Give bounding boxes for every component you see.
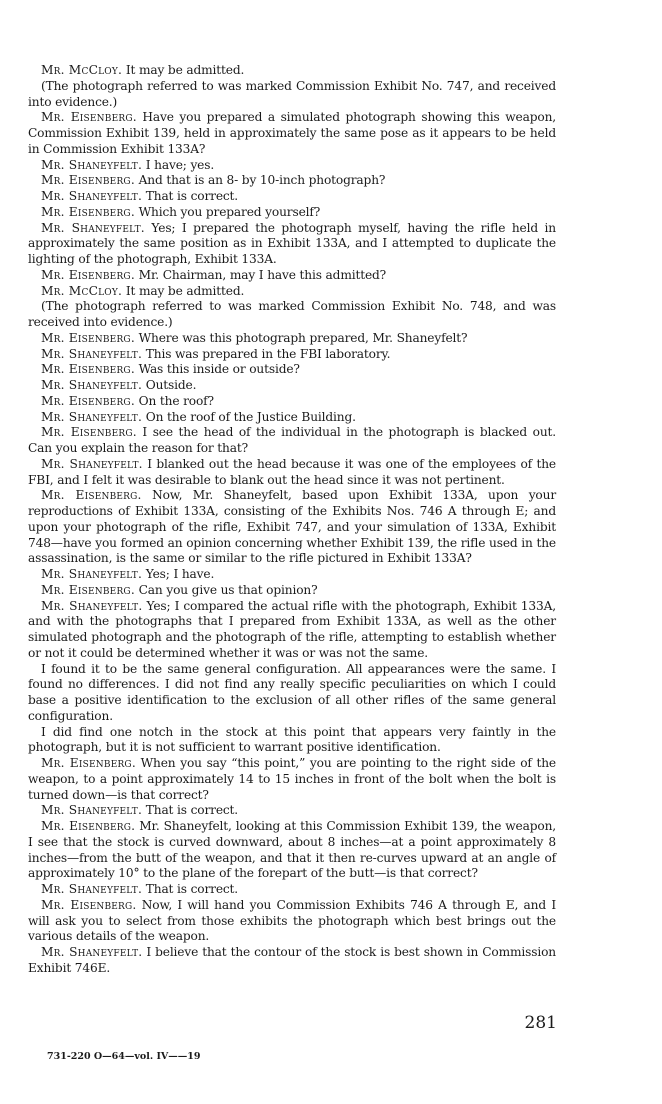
- transcript-paragraph: [28, 662, 556, 725]
- transcript-paragraph: [28, 425, 556, 457]
- transcript-paragraph: [28, 898, 556, 945]
- transcript-paragraph: [28, 394, 556, 410]
- paragraph-text: On the roof of the Justice Building.: [145, 409, 356, 424]
- transcript-paragraph: [28, 158, 556, 174]
- transcript-paragraph: [28, 410, 556, 426]
- transcript-paragraph: [28, 583, 556, 599]
- speaker-name: Mr. Eisenberg.: [41, 267, 135, 282]
- speaker-name: Mr. Eisenberg.: [41, 897, 137, 912]
- paragraph-text: I believe that the contour of the stock is best shown in Commission Exhibit 746E.: [28, 945, 556, 975]
- paragraph-text: On the roof?: [138, 393, 214, 408]
- speaker-name: Mr. Eisenberg.: [41, 582, 135, 597]
- speaker-name: Mr. Shaneyfelt.: [41, 882, 143, 896]
- speaker-name: Mr. Eisenberg.: [41, 173, 135, 188]
- paragraph-text: (The photograph referred to was marked Commission Exhibit No. 747, and received into evidence.): [28, 78, 556, 109]
- speaker-name: Mr. Eisenberg.: [41, 756, 136, 770]
- transcript-paragraph: [28, 457, 556, 489]
- paragraph-text: That is correct.: [145, 882, 239, 896]
- transcript-paragraph: [28, 756, 556, 803]
- speaker-name: Mr. Shaneyfelt.: [41, 189, 143, 203]
- speaker-name: Mr. Eisenberg.: [41, 204, 135, 219]
- paragraph-text: Mr. Shaneyfelt, looking at this Commission Exhibit 139, the weapon, I see that the stock is curved downward, about 8 inches—at a point approximately 8 inches—from the butt of the weapon, and that it then re-curves upward at an angle of approximately 10° to the plane of the forepart of the butt—is that correct?: [28, 819, 556, 881]
- speaker-name: Mr. Shaneyfelt.: [41, 220, 145, 235]
- paragraph-text: I blanked out the head because it was one of the employees of the FBI, and I felt it was desirable to blank out the head since it was not pertinent.: [28, 456, 556, 487]
- transcript-paragraph: [28, 362, 556, 378]
- paragraph-text: This was prepared in the FBI laboratory.: [145, 346, 391, 361]
- transcript-paragraph: [28, 803, 556, 819]
- transcript-body: [28, 63, 556, 977]
- speaker-name: Mr. Shaneyfelt.: [41, 346, 143, 361]
- speaker-name: Mr. Shaneyfelt.: [41, 567, 143, 581]
- paragraph-text: Outside.: [145, 378, 197, 392]
- transcript-paragraph: [28, 567, 556, 583]
- transcript-paragraph: [28, 268, 556, 284]
- transcript-paragraph: [28, 725, 556, 757]
- paragraph-text: I have; yes.: [145, 157, 215, 172]
- speaker-name: Mr. McCloy.: [41, 283, 123, 298]
- transcript-paragraph: [28, 347, 556, 363]
- transcript-paragraph: [28, 173, 556, 189]
- transcript-paragraph: [28, 331, 556, 347]
- speaker-name: Mr. Shaneyfelt.: [41, 157, 143, 172]
- speaker-name: Mr. Shaneyfelt.: [41, 456, 143, 471]
- paragraph-text: Yes; I prepared the photograph myself, having the rifle held in approximately the same position as in Exhibit 133A, and I attempted to duplicate the lighting of the photograph, Exhibit 133A.: [28, 220, 556, 266]
- paragraph-text: Now, I will hand you Commission Exhibits 746 A through E, and I will ask you to select from those exhibits the photograph which best brings out the various details of the weapon.: [28, 897, 556, 944]
- paragraph-text: And that is an 8- by 10-inch photograph?: [138, 173, 386, 188]
- paragraph-text: Was this inside or outside?: [138, 362, 300, 377]
- speaker-name: Mr. Shaneyfelt.: [41, 945, 143, 959]
- transcript-paragraph: [28, 819, 556, 882]
- speaker-name: Mr. Eisenberg.: [41, 330, 135, 345]
- paragraph-text: Now, Mr. Shaneyfelt, based upon Exhibit 133A, upon your reproductions of Exhibit 133A, consisting of the Exhibits Nos. 746 A through E; and upon your photograph of the rifle, Exhibit 747, and your simulation of 133A, Exhibit 748—have you formed an opinion concerning whether Exhibit 139, the rifle used in the assassination, is the same or similar to the rifle pictured in Exhibit 133A?: [28, 488, 556, 566]
- paragraph-text: (The photograph referred to was marked Commission Exhibit No. 748, and was received into evidence.): [28, 299, 556, 329]
- paragraph-text: Have you prepared a simulated photograph showing this weapon, Commission Exhibit 139, held in approximately the same pose as it appears to be held in Commission Exhibit 133A?: [28, 110, 557, 156]
- paragraph-text: That is correct.: [145, 803, 239, 818]
- paragraph-text: I see the head of the individual in the photograph is blacked out. Can you explain the reason for that?: [28, 425, 556, 455]
- transcript-paragraph: [28, 205, 556, 221]
- speaker-name: Mr. Shaneyfelt.: [41, 409, 143, 424]
- transcript-paragraph: [28, 599, 556, 662]
- paragraph-text: That is correct.: [145, 189, 239, 203]
- speaker-name: Mr. Eisenberg.: [41, 488, 142, 503]
- paragraph-text: Where was this photograph prepared, Mr. Shaneyfelt?: [138, 330, 468, 345]
- transcript-paragraph: [28, 945, 556, 977]
- transcript-paragraph: [28, 488, 556, 567]
- paragraph-text: Mr. Chairman, may I have this admitted?: [138, 267, 387, 282]
- page-number: 281: [524, 1013, 557, 1033]
- speaker-name: Mr. Shaneyfelt.: [41, 803, 143, 818]
- paragraph-text: Yes; I have.: [145, 567, 215, 581]
- speaker-name: Mr. Eisenberg.: [41, 425, 137, 440]
- transcript-paragraph: [28, 221, 556, 268]
- paragraph-text: Which you prepared yourself?: [138, 204, 321, 219]
- paragraph-text: I did find one notch in the stock at this point that appears very faintly in the photograph, but it is not sufficient to warrant positive identification.: [28, 724, 556, 755]
- paragraph-text: Can you give us that opinion?: [138, 582, 318, 597]
- transcript-paragraph: [28, 299, 556, 331]
- speaker-name: Mr. Eisenberg.: [41, 110, 137, 125]
- speaker-name: Mr. McCloy.: [41, 63, 123, 77]
- transcript-paragraph: [28, 63, 556, 79]
- paragraph-text: Yes; I compared the actual rifle with the photograph, Exhibit 133A, and with the photographs that I prepared from Exhibit 133A, as well as the other simulated photograph and the photograph of the rifle, attempting to establish whether or not it could be determined whether it was or was not the same.: [28, 598, 556, 660]
- print-footer: 731-220 O—64—vol. IV——19: [47, 1051, 201, 1062]
- speaker-name: Mr. Shaneyfelt.: [41, 378, 143, 392]
- paragraph-text: I found it to be the same general configuration. All appearances were the same. I found no differences. I did not find any really specific peculiarities on which I could base a positive identification to the exclusion of all other rifles of the same general configuration.: [28, 661, 556, 723]
- paragraph-text: It may be admitted.: [125, 283, 245, 298]
- transcript-paragraph: [28, 284, 556, 300]
- speaker-name: Mr. Eisenberg.: [41, 393, 135, 408]
- speaker-name: Mr. Eisenberg.: [41, 362, 135, 377]
- paragraph-text: It may be admitted.: [125, 63, 245, 77]
- transcript-paragraph: [28, 882, 556, 898]
- transcript-paragraph: [28, 189, 556, 205]
- transcript-paragraph: [28, 79, 556, 111]
- paragraph-text: When you say “this point,” you are pointing to the right side of the weapon, to a point approximately 14 to 15 inches in front of the bolt when the bolt is turned down—is that correct?: [28, 756, 556, 802]
- speaker-name: Mr. Eisenberg.: [41, 819, 136, 833]
- speaker-name: Mr. Shaneyfelt.: [41, 598, 143, 613]
- transcript-paragraph: [28, 110, 556, 157]
- transcript-paragraph: [28, 378, 556, 394]
